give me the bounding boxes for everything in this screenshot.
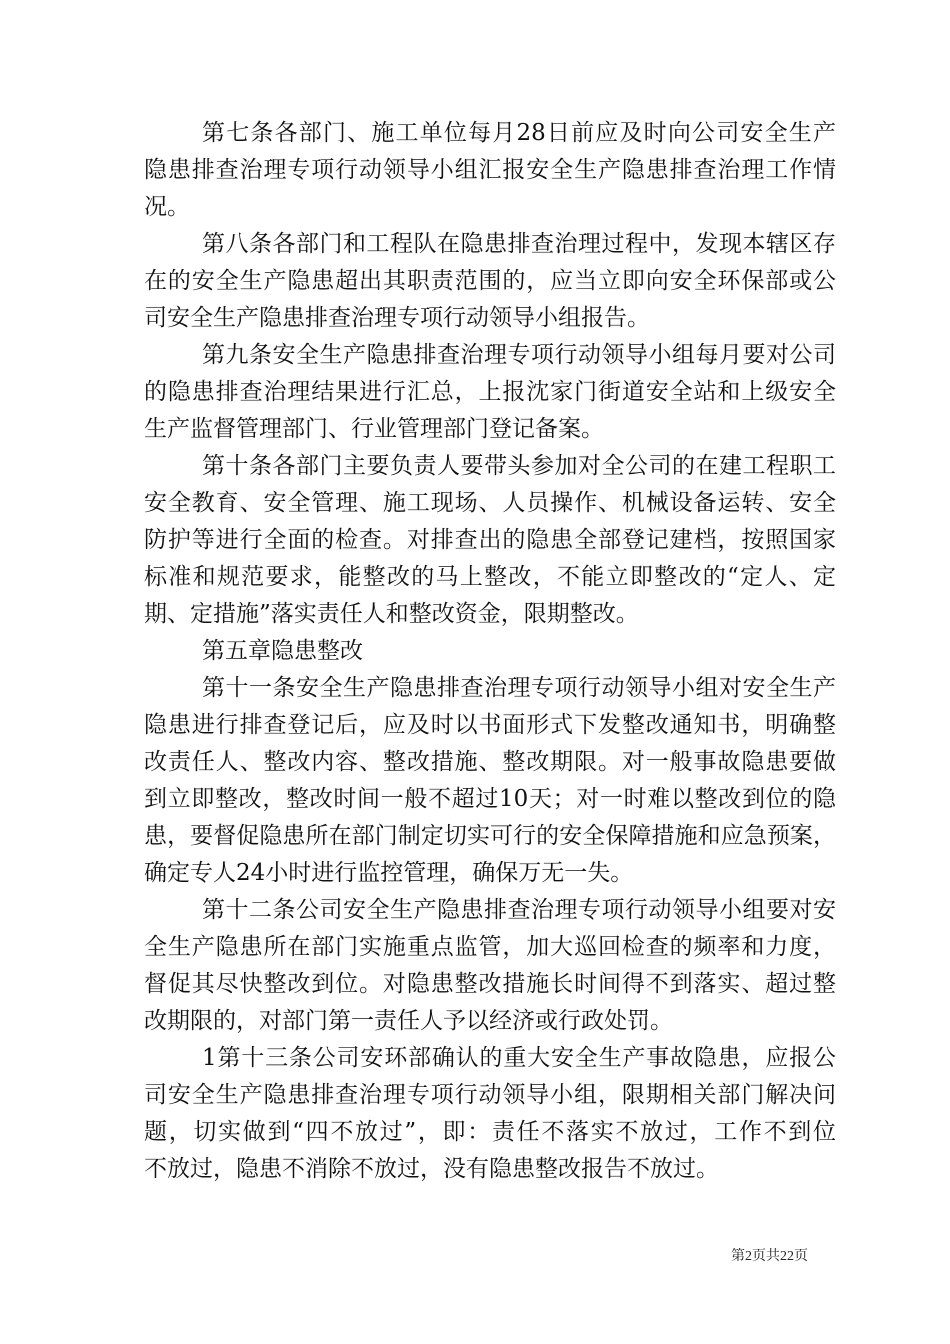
text-line: 第五章隐患整改 — [202, 638, 363, 664]
paragraph — [144, 670, 836, 892]
text-line: 安全教育、安全管理、施工现场、人员操作、机械设备运转、安全 — [144, 490, 836, 516]
text-line: 第十条各部门主要负责人要带头参加对全公司的在建工程职工 — [202, 453, 836, 479]
text-line: 督促其尽快整改到位。对隐患整改措施长时间得不到落实、超过整 — [144, 971, 836, 997]
text-line: 期、定措施”落实责任人和整改资金，限期整改。 — [144, 601, 639, 627]
text-line: 防护等进行全面的检查。对排查出的隐患全部登记建档，按照国家 — [144, 527, 836, 553]
text-line: 1第十三条公司安环部确认的重大安全生产事故隐患，应报公 — [202, 1045, 836, 1071]
text-line: 全生产隐患所在部门实施重点监管，加大巡回检查的频率和力度， — [144, 934, 836, 960]
paragraph — [144, 337, 836, 448]
text-line: 改期限的，对部门第一责任人予以经济或行政处罚。 — [144, 1008, 673, 1034]
text-line: 生产监督管理部门、行业管理部门登记备案。 — [144, 416, 604, 442]
text-line: 第七条各部门、施工单位每月28日前应及时向公司安全生产 — [202, 120, 836, 146]
text-line: 不放过，隐患不消除不放过，没有隐患整改报告不放过。 — [144, 1156, 719, 1182]
text-line: 标准和规范要求，能整改的马上整改，不能立即整改的“定人、定 — [144, 564, 836, 590]
paragraph — [144, 448, 836, 633]
text-line: 第八条各部门和工程队在隐患排查治理过程中，发现本辖区存 — [202, 231, 836, 257]
paragraph — [144, 892, 836, 1040]
text-line: 确定专人24小时进行监控管理，确保万无一失。 — [144, 860, 634, 886]
text-line: 的隐患排查治理结果进行汇总，上报沈家门街道安全站和上级安全 — [144, 379, 836, 405]
text-line: 况。 — [144, 194, 190, 220]
paragraph — [144, 226, 836, 337]
text-line: 在的安全生产隐患超出其职责范围的，应当立即向安全环保部或公 — [144, 268, 836, 294]
paragraph — [144, 1040, 836, 1188]
page-number-footer: 第2页共22页 — [731, 1249, 808, 1264]
text-line: 隐患排查治理专项行动领导小组汇报安全生产隐患排查治理工作情 — [144, 157, 836, 183]
text-line: 到立即整改，整改时间一般不超过10天；对一时难以整改到位的隐 — [144, 786, 836, 812]
text-line: 患，要督促隐患所在部门制定切实可行的安全保障措施和应急预案， — [144, 823, 836, 849]
text-line: 司安全生产隐患排查治理专项行动领导小组，限期相关部门解决问 — [144, 1082, 836, 1108]
text-line: 改责任人、整改内容、整改措施、整改期限。对一般事故隐患要做 — [144, 749, 836, 775]
text-line: 第十二条公司安全生产隐患排查治理专项行动领导小组要对安 — [202, 897, 836, 923]
text-line: 司安全生产隐患排查治理专项行动领导小组报告。 — [144, 305, 650, 331]
document-body — [144, 115, 836, 1188]
text-line: 隐患进行排查登记后，应及时以书面形式下发整改通知书，明确整 — [144, 712, 836, 738]
paragraph — [144, 115, 836, 226]
text-line: 题，切实做到“四不放过”，即：责任不落实不放过，工作不到位 — [144, 1119, 836, 1145]
text-line: 第九条安全生产隐患排查治理专项行动领导小组每月要对公司 — [202, 342, 836, 368]
text-line: 第十一条安全生产隐患排查治理专项行动领导小组对安全生产 — [202, 675, 836, 701]
paragraph — [144, 633, 836, 670]
